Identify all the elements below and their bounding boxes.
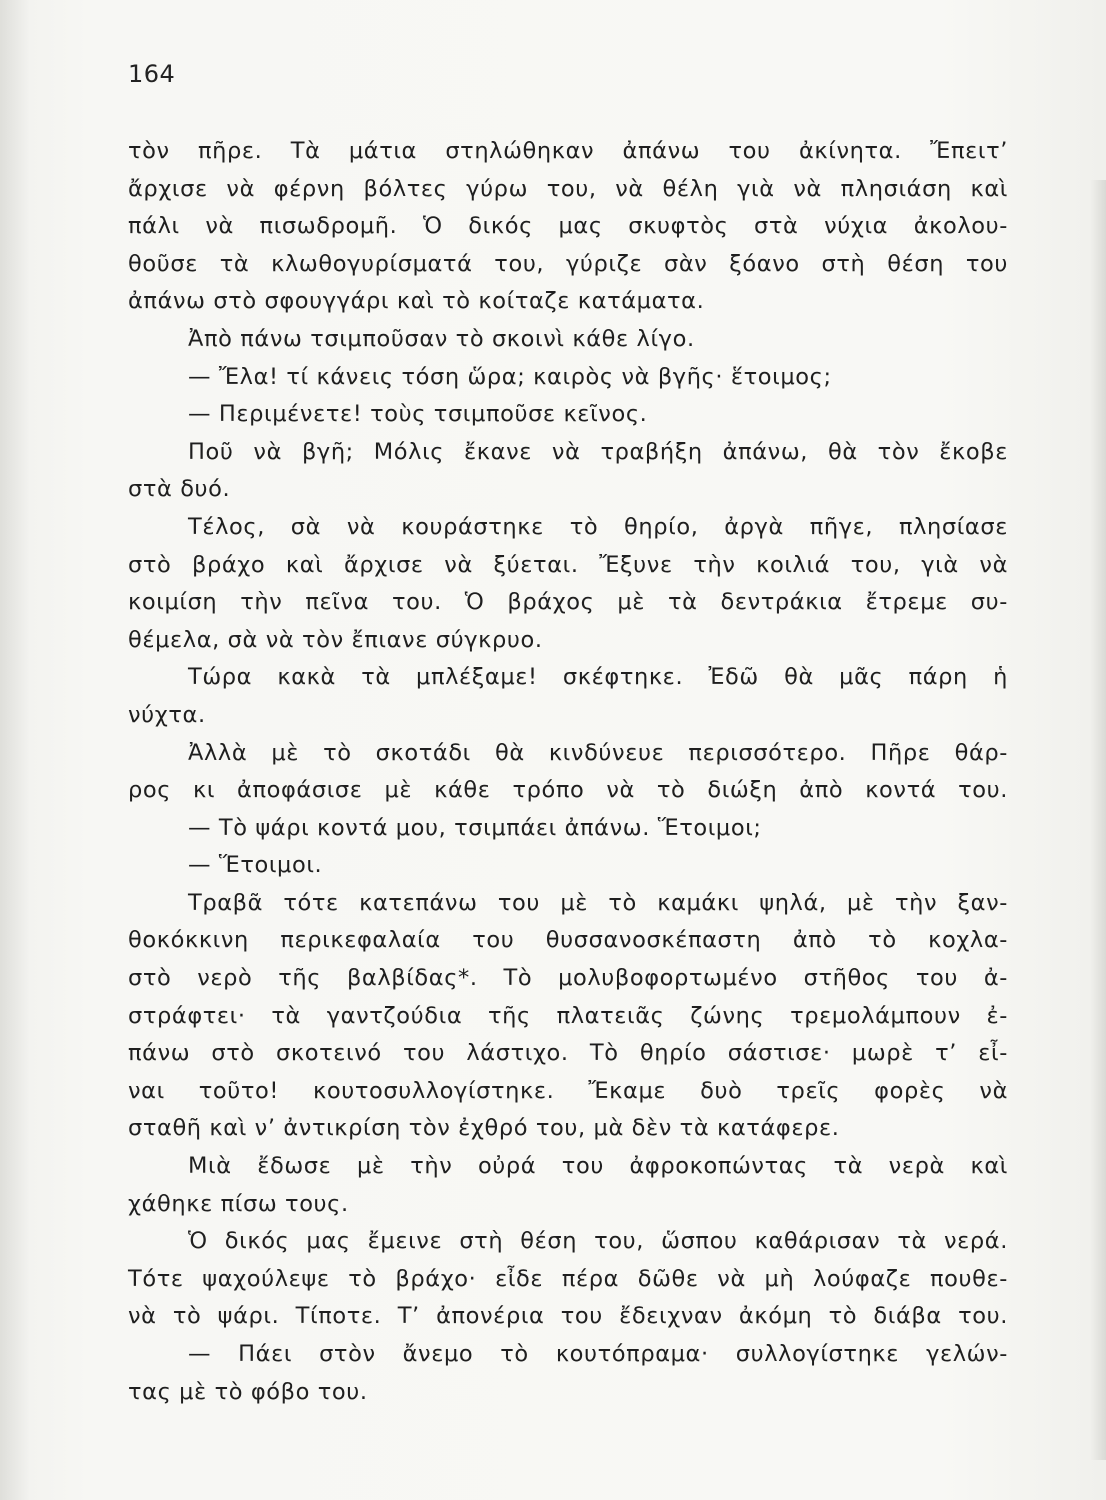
page-number: 164	[128, 60, 176, 88]
text-line: σταθῆ καὶ ν’ ἀντικρίση τὸν ἐχθρό του, μὰ δὲν τὰ κατάφερε.	[128, 1115, 840, 1142]
text-line: κοιμίση τὴν πεῖνα του. Ὁ βράχος μὲ τὰ δεντράκια ἔτρεμε συ-	[128, 589, 1008, 616]
text-line: Ἀλλὰ μὲ τὸ σκοτάδι θὰ κινδύνευε περισσότερο. Πῆρε θάρ-	[188, 739, 1008, 766]
text-line: νὰ τὸ ψάρι. Τίποτε. Τ’ ἀπονέρια του ἔδειχναν ἀκόμη τὸ διάβα του.	[128, 1303, 1008, 1330]
dialogue-line: — Ἔλα! τί κάνεις τόση ὥρα; καιρὸς νὰ βγῆς· ἕτοιμος;	[188, 363, 832, 390]
text-line: στὸ βράχο καὶ ἄρχισε νὰ ξύεται. Ἔξυνε τὴν κοιλιά του, γιὰ νὰ	[128, 551, 1008, 578]
dialogue-line: — Τὸ ψάρι κοντά μου, τσιμπάει ἀπάνω. Ἕτοιμοι;	[188, 814, 762, 841]
text-line: Μιὰ ἔδωσε μὲ τὴν οὐρά του ἀφροκοπώντας τὰ νερὰ καὶ	[188, 1153, 1008, 1180]
body-text	[128, 133, 1008, 1411]
text-line: τας μὲ τὸ φόβο του.	[128, 1378, 368, 1405]
text-line: τὸν πῆρε. Τὰ μάτια στηλώθηκαν ἀπάνω του ἀκίνητα. Ἔπειτ’	[128, 138, 1008, 164]
text-line: θοκόκκινη περικεφαλαία του θυσσανοσκέπαστη ἀπὸ τὸ κοχλα-	[128, 927, 1008, 954]
dialogue-line: — Περιμένετε! τοὺς τσιμποῦσε κεῖνος.	[188, 401, 648, 428]
text-line: Ὁ δικός μας ἔμεινε στὴ θέση του, ὥσπου καθάρισαν τὰ νερά.	[188, 1228, 1008, 1255]
text-line: νύχτα.	[128, 701, 206, 728]
text-line: πάλι νὰ πισωδρομῆ. Ὁ δικός μας σκυφτὸς στὰ νύχια ἀκολου-	[128, 213, 1008, 240]
text-line: ἀπάνω στὸ σφουγγάρι καὶ τὸ κοίταζε κατάματα.	[128, 288, 705, 315]
text-line: πάνω στὸ σκοτεινό του λάστιχο. Τὸ θηρίο σάστισε· μωρὲ τ’ εἶ-	[128, 1040, 1008, 1067]
page-gutter-shadow	[0, 0, 30, 1500]
text-line: θοῦσε τὰ κλωθογυρίσματά του, γύριζε σὰν ξόανο στὴ θέση του	[128, 250, 1008, 277]
text-line: θέμελα, σὰ νὰ τὸν ἔπιανε σύγκρυο.	[128, 626, 543, 653]
dialogue-line: — Πάει στὸν ἄνεμο τὸ κουτόπραμα· συλλογίστηκε γελών-	[188, 1341, 1008, 1367]
page-edge-bleed	[1090, 180, 1106, 1460]
text-line: στὰ δυό.	[128, 476, 231, 503]
text-line: Τέλος, σὰ νὰ κουράστηκε τὸ θηρίο, ἀργὰ πῆγε, πλησίασε	[188, 513, 1008, 540]
text-line: Τώρα κακὰ τὰ μπλέξαμε! σκέφτηκε. Ἐδῶ θὰ μᾶς πάρη ἡ	[188, 664, 1008, 691]
text-line: ρος κι ἀποφάσισε μὲ κάθε τρόπο νὰ τὸ διώξη ἀπὸ κοντά του.	[128, 777, 1008, 804]
text-line: ναι τοῦτο! κουτοσυλλογίστηκε. Ἔκαμε δυὸ τρεῖς φορὲς νὰ	[128, 1077, 1008, 1104]
text-line: Ἀπὸ πάνω τσιμποῦσαν τὸ σκοινὶ κάθε λίγο.	[188, 325, 695, 352]
text-line: Τραβᾶ τότε κατεπάνω του μὲ τὸ καμάκι ψηλά, μὲ τὴν ξαν-	[188, 889, 1008, 916]
text-line: στὸ νερὸ τῆς βαλβίδας*. Τὸ μολυβοφορτωμένο στῆθος του ἀ-	[128, 965, 1008, 992]
dialogue-line: — Ἕτοιμοι.	[188, 852, 323, 879]
text-line: Ποῦ νὰ βγῆ; Μόλις ἔκανε νὰ τραβήξη ἀπάνω, θὰ τὸν ἔκοβε	[188, 438, 1008, 465]
text-line: ἄρχισε νὰ φέρνη βόλτες γύρω του, νὰ θέλη γιὰ νὰ πλησιάση καὶ	[128, 175, 1008, 202]
text-line: Τότε ψαχούλεψε τὸ βράχο· εἶδε πέρα δῶθε νὰ μὴ λούφαζε πουθε-	[128, 1265, 1008, 1292]
text-line: στράφτει· τὰ γαντζούδια τῆς πλατειᾶς ζώνης τρεμολάμπουν ἐ-	[128, 1002, 1008, 1029]
text-line: χάθηκε πίσω τους.	[128, 1190, 349, 1217]
